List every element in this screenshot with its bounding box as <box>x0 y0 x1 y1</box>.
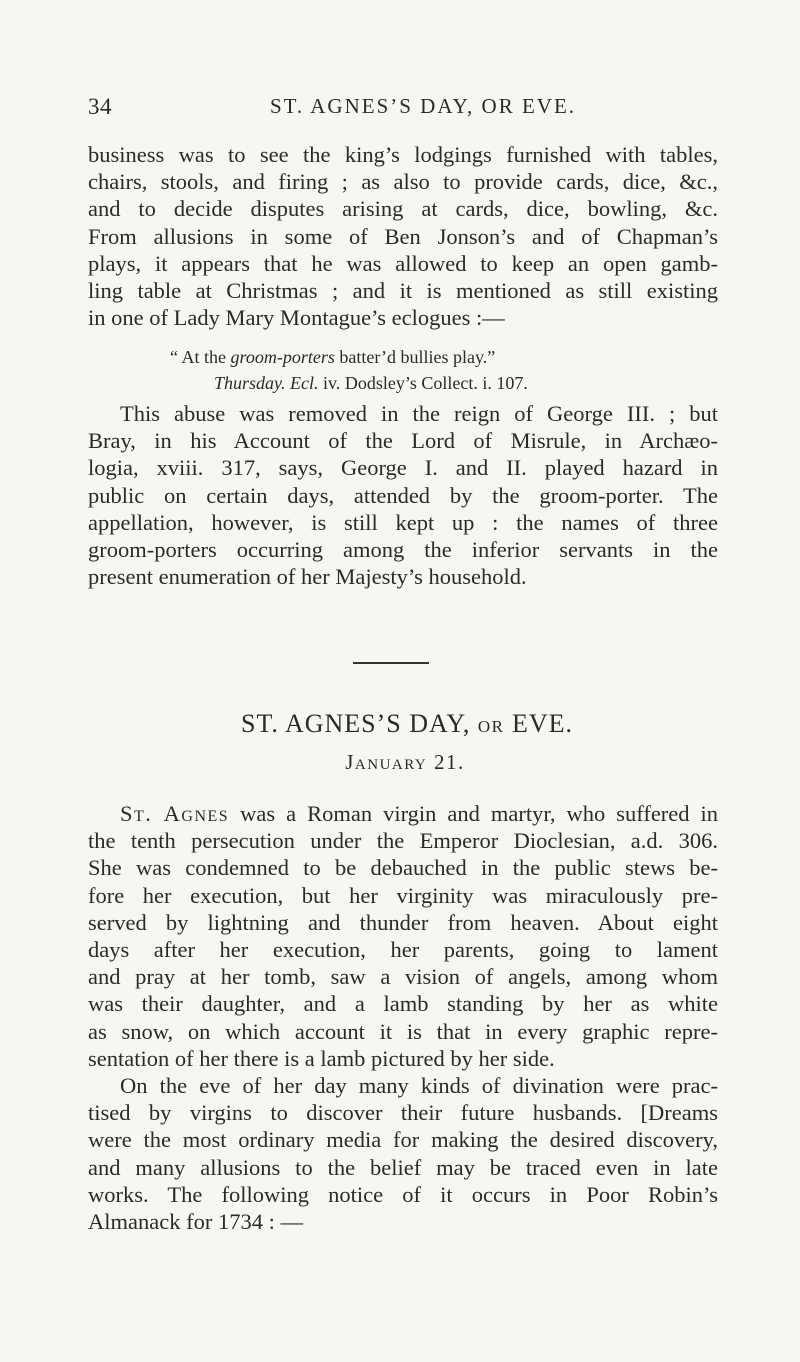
verse-quotation: “ At the groom-porters batter’d bullies play.” <box>170 347 496 367</box>
text-line: plays, it appears that he was allowed to keep an open gamb- <box>88 250 718 276</box>
running-head: ST. AGNES’S DAY, OR EVE. <box>269 94 577 118</box>
section-date: January 21. <box>345 750 465 774</box>
text-line: days after her execution, her parents, going to lament <box>88 937 718 963</box>
text-line: Almanack for 1734 : — <box>88 1209 303 1235</box>
text-line: and to decide disputes arising at cards, dice, bowling, &c. <box>88 196 718 222</box>
text-line: chairs, stools, and firing ; as also to provide cards, dice, &c., <box>88 169 718 195</box>
text-line: present enumeration of her Majesty’s household. <box>88 564 527 590</box>
text-line: and many allusions to the belief may be traced even in late <box>88 1154 718 1180</box>
quote-citation: Thursday. Ecl. iv. Dodsley’s Collect. i. 107. <box>214 373 528 393</box>
paragraph-groom-porter <box>88 400 718 590</box>
page-header <box>88 94 718 124</box>
paragraph-divination <box>88 1072 718 1235</box>
section-divider <box>353 662 429 664</box>
text-line: Bray, in his Account of the Lord of Misrule, in Archæo- <box>88 428 718 454</box>
text-line: From allusions in some of Ben Jonson’s and of Chapman’s <box>88 223 718 249</box>
text-line: groom-porters occurring among the inferior servants in the <box>88 537 718 563</box>
text-line: logia, xviii. 317, says, George I. and II. played hazard in <box>88 455 718 481</box>
text-line: was their daughter, and a lamb standing by her as white <box>88 991 718 1017</box>
quote-italic-term: groom-porters <box>230 347 335 367</box>
text-line: business was to see the king’s lodgings furnished with tables, <box>88 142 718 167</box>
text-line: public on certain days, attended by the groom-porter. The <box>88 482 718 508</box>
text-line: tised by virgins to discover their future husbands. [Dreams <box>88 1100 718 1126</box>
text-line: She was condemned to be debauched in the public stews be- <box>88 855 718 881</box>
text-line: the tenth persecution under the Emperor Dioclesian, a.d. 306. <box>88 828 718 854</box>
paragraph-gaming-table <box>88 141 718 331</box>
text-line: as snow, on which account it is that in every graphic repre- <box>88 1018 718 1044</box>
text-line: served by lightning and thunder from heaven. About eight <box>88 909 718 935</box>
text-line: St. Agnes was a Roman virgin and martyr, who suffered in <box>120 801 719 826</box>
text-line: On the eve of her day many kinds of divination were prac- <box>120 1073 718 1098</box>
text-line: works. The following notice of it occurs in Poor Robin’s <box>88 1181 718 1207</box>
section-title: ST. AGNES’S DAY, OR EVE. <box>240 709 574 738</box>
paragraph-st-agnes <box>88 800 718 1072</box>
text-line: sentation of her there is a lamb pictured by her side. <box>88 1045 555 1071</box>
text-line: appellation, however, is still kept up : the names of three <box>88 509 718 535</box>
text-line: in one of Lady Mary Montague’s eclogues :— <box>88 305 505 331</box>
text-line: ling table at Christmas ; and it is mentioned as still existing <box>88 278 718 304</box>
page-number: 34 <box>88 94 112 119</box>
text-line: fore her execution, but her virginity was miraculously pre- <box>88 882 718 908</box>
text-line: and pray at her tomb, saw a vision of angels, among whom <box>88 964 718 990</box>
text-line: were the most ordinary media for making the desired discovery, <box>88 1127 718 1153</box>
text-line: This abuse was removed in the reign of George III. ; but <box>120 401 718 426</box>
